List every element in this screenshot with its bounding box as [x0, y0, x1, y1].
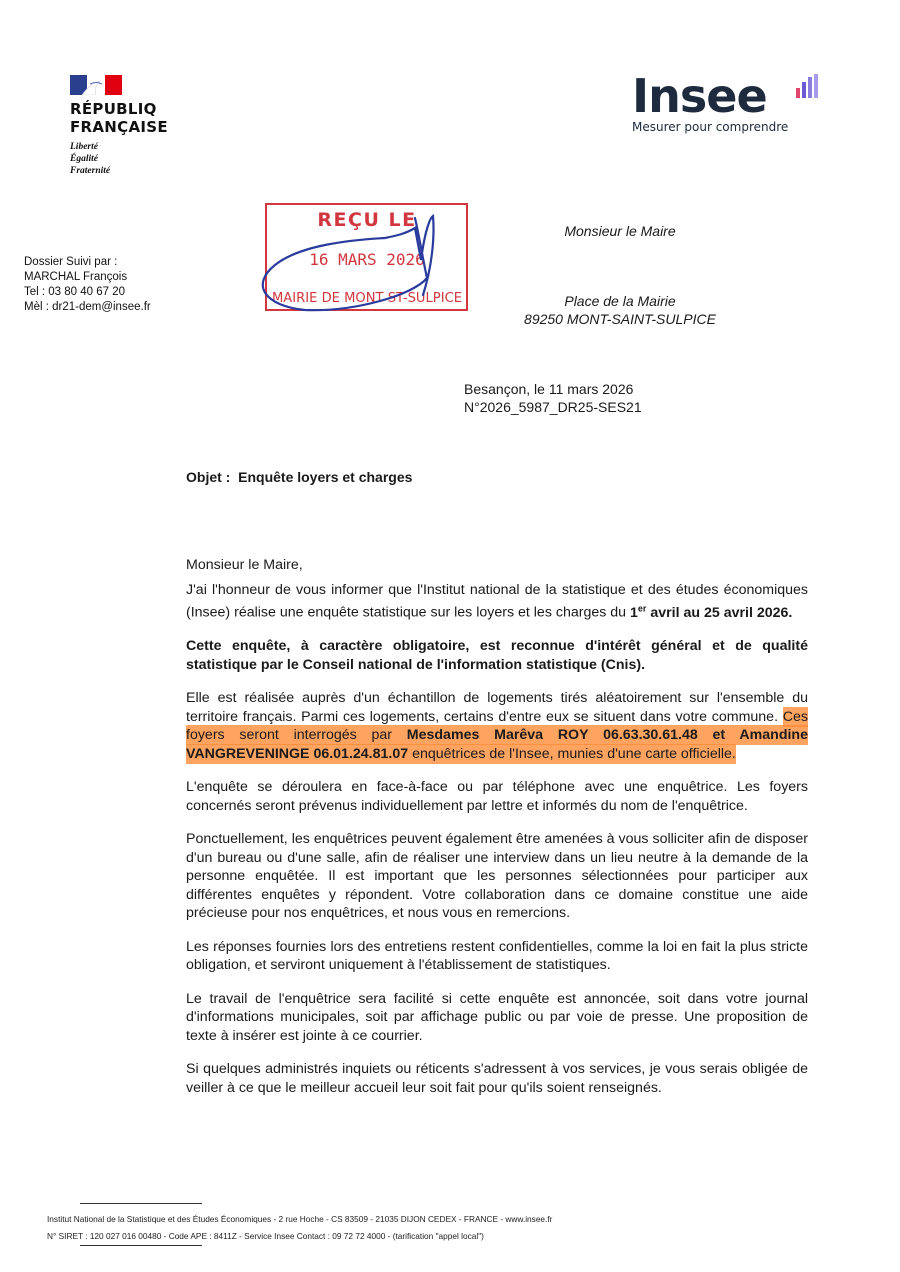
object-label: Objet :	[186, 469, 231, 485]
stamp-date: 16 MARS 2026	[309, 250, 425, 269]
survey-period-rest: avril au 25 avril 2026.	[646, 604, 793, 621]
marianne-flag-icon	[70, 75, 122, 95]
letter-body	[186, 556, 808, 1112]
enqueteurs-names-phones: Mesdames Marêva ROY 06.63.30.61.48 et Amandine VANGREVENINGE 06.01.24.81.07	[186, 727, 808, 762]
received-stamp	[245, 200, 485, 315]
republique-francaise-logo	[70, 75, 210, 177]
dossier-label: Dossier Suivi par :	[24, 256, 118, 268]
salutation: Monsieur le Maire,	[186, 557, 303, 573]
date-reference-block	[464, 380, 642, 416]
footer-address: Institut National de la Statistique et des Études Économiques - 2 rue Hoche - CS 83509 - 21035 DIJON CEDEX - FRANCE - www.insee.fr	[47, 1214, 553, 1224]
footer	[47, 1211, 552, 1245]
paragraph-intro-text: J'ai l'honneur de vous informer que l'Institut national de la statistique et des études économiques (Insee) réalise une enquête statistique sur les loyers et les charges du	[186, 581, 808, 621]
addressee-title: Monsieur le Maire	[564, 223, 676, 239]
paragraph-intro	[186, 581, 808, 623]
paragraph-reception: Si quelques administrés inquiets ou réticents s'adressent à vos services, je vous serais obligée de veiller à ce que le meilleur accueil leur soit fait pour qu'ils soient renseignés.	[186, 1061, 808, 1096]
motto-liberte: Liberté	[70, 142, 98, 152]
paragraph-mandatory: Cette enquête, à caractère obligatoire, est reconnue d'intérêt général et de qualité statistique par le Conseil national de l'information statistique (Cnis).	[186, 638, 808, 673]
paragraph-confidentiality: Les réponses fournies lors des entretiens restent confidentielles, comme la loi en fait la plus stricte obligation, et serviront uniquement à l'établissement de statistiques.	[186, 938, 808, 974]
republique-name-line1: RÉPUBLIQ	[70, 100, 157, 118]
reference-number: N°2026_5987_DR25-SES21	[464, 399, 642, 415]
survey-period	[630, 605, 792, 621]
dossier-name: MARCHAL François	[24, 271, 128, 283]
paragraph-sample	[186, 689, 808, 763]
object-line	[186, 469, 412, 485]
object-text: Enquête loyers et charges	[238, 469, 413, 485]
place-date: Besançon, le 11 mars 2026	[464, 381, 634, 397]
dossier-tel: Tel : 03 80 40 67 20	[24, 286, 126, 298]
republique-name-line2: FRANÇAISE	[70, 118, 168, 136]
highlight-intro: Ces foyers seront interrogés par	[186, 708, 808, 744]
addressee-city: 89250 MONT-SAINT-SULPICE	[524, 311, 716, 327]
survey-start-sup: er	[637, 603, 647, 613]
insee-logo	[632, 70, 852, 134]
paragraph-conduct: L'enquête se déroulera en face-à-face ou par téléphone avec une enquêtrice. Les foyers concernés seront prévenus individuellement par lettre et informés du nom de l'enquêtrice.	[186, 779, 808, 814]
footer-rule-bottom	[80, 1245, 202, 1246]
motto-egalite: Égalité	[70, 154, 98, 164]
stamp-place: MAIRIE DE MONT ST-SULPICE	[272, 290, 462, 306]
survey-start-day: 1	[630, 604, 638, 621]
footer-rule-top	[80, 1203, 202, 1204]
addressee-street: Place de la Mairie	[564, 293, 676, 309]
insee-wordmark: Insee	[632, 69, 767, 123]
dossier-contact-block	[24, 255, 151, 315]
dossier-email: Mèl : dr21-dem@insee.fr	[24, 301, 151, 313]
highlight-outro: enquêtrices de l'Insee, munies d'une carte officielle.	[408, 745, 736, 762]
addressee-block	[490, 222, 750, 328]
footer-siret: N° SIRET : 120 027 016 00480 - Code APE : 8411Z - Service Insee Contact : 09 72 72 4000 - (tarification "appel local")	[47, 1231, 484, 1241]
paragraph-sample-text: Elle est réalisée auprès d'un échantillon de logements tirés aléatoirement sur l'ensemble du territoire français. Parmi ces logements, certains d'entre eux se situent dans votre commune.	[186, 690, 808, 725]
insee-tagline: Mesurer pour comprendre	[632, 120, 789, 134]
paragraph-announcement: Le travail de l'enquêtrice sera facilité si cette enquête est annoncée, soit dans votre journal d'informations municipales, soit par affichage public ou par voie de presse. Une proposition de texte à insérer est jointe à ce courrier.	[186, 990, 808, 1044]
stamp-title: REÇU LE	[317, 209, 417, 231]
motto-fraternite: Fraternité	[70, 166, 111, 176]
insee-bars-icon	[796, 74, 826, 98]
paragraph-room-request: Ponctuellement, les enquêtrices peuvent également être amenées à vous solliciter afin de disposer d'un bureau ou d'une salle, afin de réaliser une interview dans un lieu neutre à la demande de la personne enquêtée. Il est important que les personnes sélectionnées pour participer aux différentes enquêtes y répondent. Votre collaboration dans ce domaine constitue une aide précieuse pour nos enquêtrices, et nous vous en remercions.	[186, 831, 808, 922]
